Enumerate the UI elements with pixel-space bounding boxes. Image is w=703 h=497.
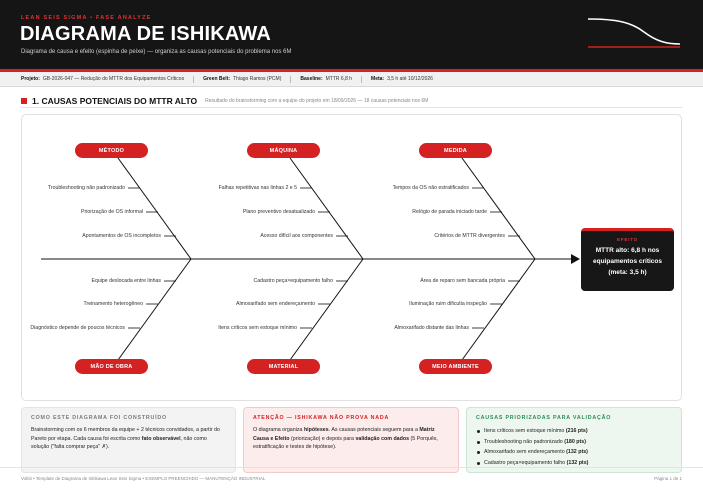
section-marker: [21, 98, 27, 104]
section-note: Resultado do brainstorming com a equipe do projeto em 18/09/2026 — 18 causas potenciais nos 6M: [205, 98, 429, 104]
trend-curve-icon: [586, 14, 682, 52]
warning-panel-title: ATENÇÃO — ISHIKAWA NÃO PROVA NADA: [253, 415, 390, 421]
list-item: Almoxarifado sem endereçamento (132 pts): [476, 447, 672, 458]
page-subtitle: Diagrama de causa e efeito (espinha de peixe) — organiza as causas potenciais do problema nos 6M: [21, 49, 292, 55]
bone-material: [290, 259, 363, 360]
prioritized-causes-panel: [466, 407, 682, 473]
cause-label: Relógio de parada iniciado tarde: [412, 209, 487, 215]
meta-baseline: Baseline: MTTR 6,8 h: [300, 76, 353, 82]
page-header: [0, 0, 703, 69]
list-item: Itens críticos sem estoque mínimo (216 pts): [476, 426, 672, 437]
cause-label: Almoxarifado sem endereçamento: [235, 301, 315, 307]
page-title: DIAGRAMA DE ISHIKAWA: [20, 23, 272, 45]
cause-label: Falhas repetitivas nas linhas 2 e 5: [218, 185, 297, 191]
section-heading: [21, 96, 428, 106]
cause-label: Equipe deslocada entre linhas: [91, 278, 161, 284]
cause-label: Acesso difícil aos componentes: [260, 233, 333, 239]
cause-label: Itens críticos sem estoque mínimo: [218, 325, 297, 331]
meta-divider: [290, 76, 291, 83]
warning-panel-text: O diagrama organiza hipóteses. As causas potenciais seguem para a Matriz Causa e Efeito (priorização) e depois para validação com dados (5 Porquês, estratificação e testes de hipótese).: [253, 427, 438, 450]
cause-label: Plano preventivo desatualizado: [242, 209, 315, 215]
footer-divider: [0, 467, 703, 468]
section-divider: [21, 107, 682, 108]
effect-box: [581, 228, 674, 291]
footer-text: Voltiti • Template de Diagrama de Ishikawa Lean Seis Sigma • EXEMPLO PREENCHIDO — MANUTENÇÃO INDUSTRIAL: [21, 476, 266, 481]
cause-label: Diagnóstico depende de poucos técnicos: [30, 325, 125, 331]
meta-goal: Meta: 3,5 h até 10/12/2026: [371, 76, 433, 82]
prioritized-list: [476, 426, 672, 468]
list-item: Troubleshooting não padronizado (180 pts): [476, 437, 672, 448]
effect-label: EFEITO: [617, 237, 638, 242]
cause-label: Treinamento heterogêneo: [83, 301, 143, 307]
meta-project: Projeto: GB-2026-047 — Redução do MTTR dos Equipamentos Críticos: [21, 76, 185, 82]
meta-divider: [361, 76, 362, 83]
construction-panel: [21, 407, 236, 473]
cause-label: Cadastro peça×equipamento falho: [253, 278, 333, 284]
bone-meio-ambiente: [462, 259, 535, 360]
list-item: Cadastro peça×equipamento falho (132 pts): [476, 458, 672, 469]
construction-panel-text: Brainstorming com os 6 membros da equipe + 2 técnicos convidados, a partir do Pareto por etapa. Cada causa foi escrita como fato observável, não como solução ("falta comprar peça" ✗).: [31, 427, 220, 450]
cause-label: Critérios de MTTR divergentes: [434, 233, 505, 239]
cause-label: Tempos da OS não estratificados: [392, 185, 469, 191]
category-meio-ambiente: MEIO AMBIENTE: [419, 359, 492, 374]
category-medida: MEDIDA: [419, 143, 492, 158]
bone-mao-de-obra: [118, 259, 191, 360]
page-number: Página 1 de 1: [654, 476, 682, 481]
category-mao-de-obra: MÃO DE OBRA: [75, 359, 148, 374]
meta-divider: [193, 76, 194, 83]
cause-label: Troubleshooting não padronizado: [47, 185, 125, 191]
category-material: MATERIAL: [247, 359, 320, 374]
prioritized-panel-title: CAUSAS PRIORIZADAS PARA VALIDAÇÃO: [476, 415, 612, 421]
cause-label: Priorização de OS informal: [81, 209, 143, 215]
section-title: 1. CAUSAS POTENCIAIS DO MTTR ALTO: [32, 96, 198, 106]
project-meta-bar: [0, 72, 703, 87]
cause-label: Apontamentos de OS incompletos: [82, 233, 161, 239]
meta-green-belt: Green Belt: Thiago Ramos (PCM): [203, 76, 282, 82]
cause-label: Área de reparo sem bancada própria: [420, 278, 505, 284]
header-eyebrow: LEAN SEIS SIGMA • FASE ANALYZE: [21, 15, 152, 21]
cause-label: Almoxarifado distante das linhas: [394, 325, 469, 331]
warning-panel: [243, 407, 459, 473]
ishikawa-diagram: [21, 114, 682, 401]
construction-panel-title: COMO ESTE DIAGRAMA FOI CONSTRUÍDO: [31, 415, 167, 421]
spine-arrowhead: [571, 254, 580, 264]
category-metodo: MÉTODO: [75, 143, 148, 158]
cause-label: Iluminação ruim dificulta inspeção: [409, 301, 487, 307]
effect-text: MTTR alto: 6,8 h nos equipamentos críticos (meta: 3,5 h): [593, 247, 662, 276]
category-maquina: MÁQUINA: [247, 143, 320, 158]
